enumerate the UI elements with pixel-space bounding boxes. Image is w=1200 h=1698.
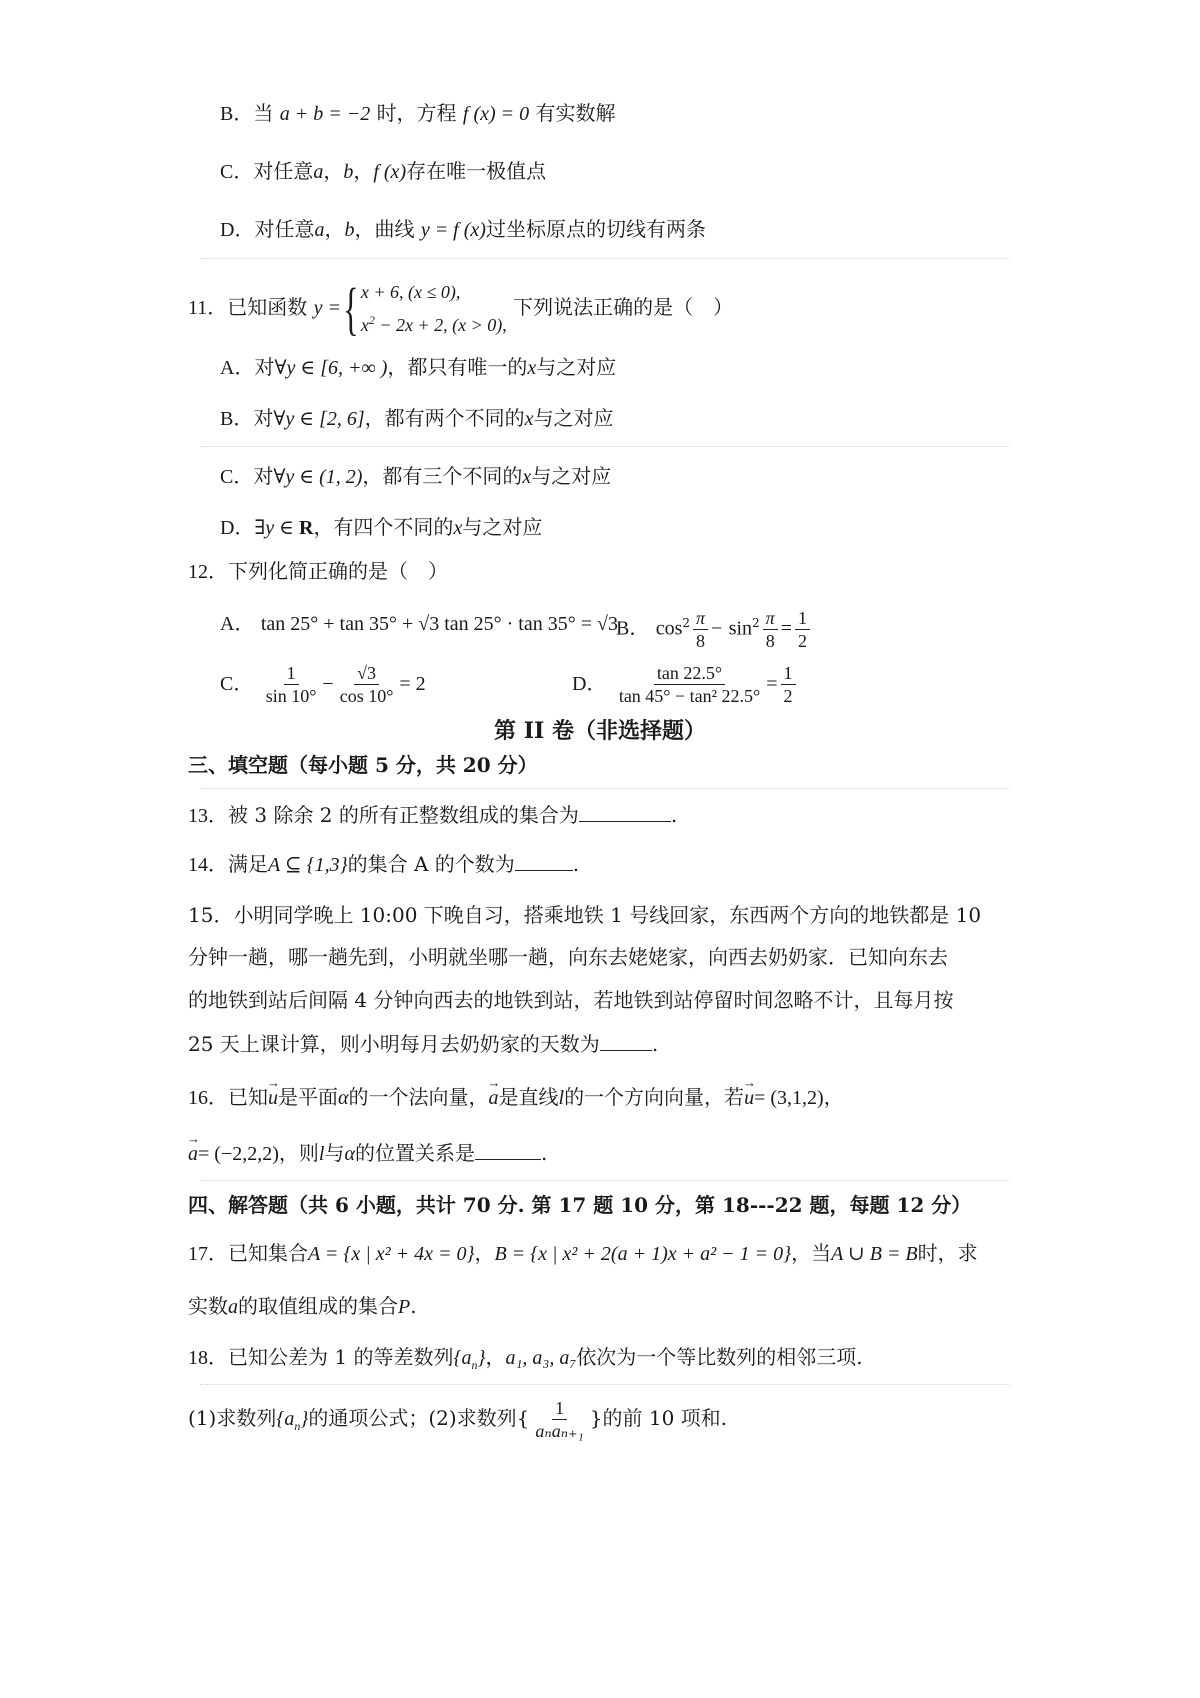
answer-blank[interactable] xyxy=(475,1141,541,1160)
q11-option-a: A．对∀y ∈ [6, +∞ )，都只有唯一的x与之对应 xyxy=(220,355,617,379)
brace-icon: { xyxy=(343,275,359,341)
q11-option-d: D．∃y ∈ R，有四个不同的x与之对应 xyxy=(220,515,543,539)
divider xyxy=(200,446,1010,447)
q15-line2: 分钟一趟，哪一趟先到，小明就坐哪一趟，向东去姥姥家，向西去奶奶家．已知向东去 xyxy=(188,945,948,969)
q10-option-c: C．对任意a，b，f (x)存在唯一极值点 xyxy=(220,159,547,183)
section4-heading: 四、解答题（共 6 小题，共计 70 分. 第 17 题 10 分，第 18---22 题，每题 12 分） xyxy=(188,1193,972,1217)
q14: 14．满足A ⊆ {1,3}的集合 A 的个数为 . xyxy=(188,852,580,876)
q12-option-c: C． $\frac{1}{\sin 10^\circ}$ − $\frac{√3}{\cos 10^\circ}$ = 2 xyxy=(220,663,426,706)
q17-line1: 17．已知集合A = {x | x² + 4x = 0}，B = {x | x² + 2(a + 1)x + a² − 1 = 0}，当A ∪ B = B时，求 xyxy=(188,1241,978,1265)
q18-line2: (1)求数列$\{a_n\}$的通项公式；(2)求数列{ $\frac{1}{\text{aₙaₙ₊₁}}$ }的前 10 项和. xyxy=(188,1398,728,1441)
section3-heading: 三、填空题（每小题 5 分，共 20 分） xyxy=(188,753,538,777)
q12-option-b: B． $\cos^2$ $\frac{\pi}{8}$ − $\sin^2$ $\frac{\pi}{8}$ = $\frac{1}{2}$ xyxy=(616,596,813,656)
q12-stem: 12．下列化简正确的是（ ） xyxy=(188,559,448,583)
q12-option-d: D． $\frac{\tan 22.5^\circ}{\text{tan 45° − tan² 22.5°}}$ = $\frac{1}{2}$ xyxy=(572,656,799,711)
divider xyxy=(200,788,1010,789)
q16-line1: 16．已知→ u是平面α的一个法向量，→ a是直线l的一个方向向量，若→ u= (3,1,2)， xyxy=(188,1082,844,1113)
q17-line2: 实数a的取值组成的集合P. xyxy=(188,1294,417,1318)
divider xyxy=(200,258,1010,259)
divider xyxy=(200,1384,1010,1385)
q15-line4: 25 天上课计算，则小明每月去奶奶家的天数为 . xyxy=(188,1032,659,1056)
answer-blank[interactable] xyxy=(579,803,671,822)
q11-option-b: B．对∀y ∈ [2, 6]，都有两个不同的x与之对应 xyxy=(220,406,614,430)
q15-line1: 15．小明同学晚上 10:00 下晚自习，搭乘地铁 1 号线回家，东西两个方向的地铁都是 10 xyxy=(188,903,982,927)
q11-stem: 11．已知函数 y ={ x + 6, (x ≤ 0), $x^2 - 2x + 2$, (x > 0), 下列说法正确的是（ ） xyxy=(188,275,734,341)
q16-line2: → a= (−2,2,2)，则l与α的位置关系是 . xyxy=(188,1138,547,1169)
q18-line1: 18．已知公差为 1 的等差数列$\{a_n\}$，a₁, a₃, a₇依次为一个等比数列的相邻三项. xyxy=(188,1345,863,1372)
answer-blank[interactable] xyxy=(515,852,573,871)
divider xyxy=(200,1180,1010,1181)
answer-blank[interactable] xyxy=(600,1032,652,1051)
q15-line3: 的地铁到站后间隔 4 分钟向西去的地铁到站，若地铁到站停留时间忽略不计，且每月按 xyxy=(188,988,954,1012)
part2-title: 第 II 卷（非选择题） xyxy=(494,718,706,744)
q10-option-d: D．对任意a，b，曲线 y = f (x)过坐标原点的切线有两条 xyxy=(220,217,706,241)
q10-option-b: B．当 a + b = −2 时，方程 f (x) = 0 有实数解 xyxy=(220,101,616,125)
q13: 13．被 3 除余 2 的所有正整数组成的集合为 . xyxy=(188,803,678,827)
q12-option-a: A． tan 25° + tan 35° + √3 tan 25° · tan 35° = √3 xyxy=(220,613,618,635)
q11-option-c: C．对∀y ∈ (1, 2)，都有三个不同的x与之对应 xyxy=(220,464,612,488)
